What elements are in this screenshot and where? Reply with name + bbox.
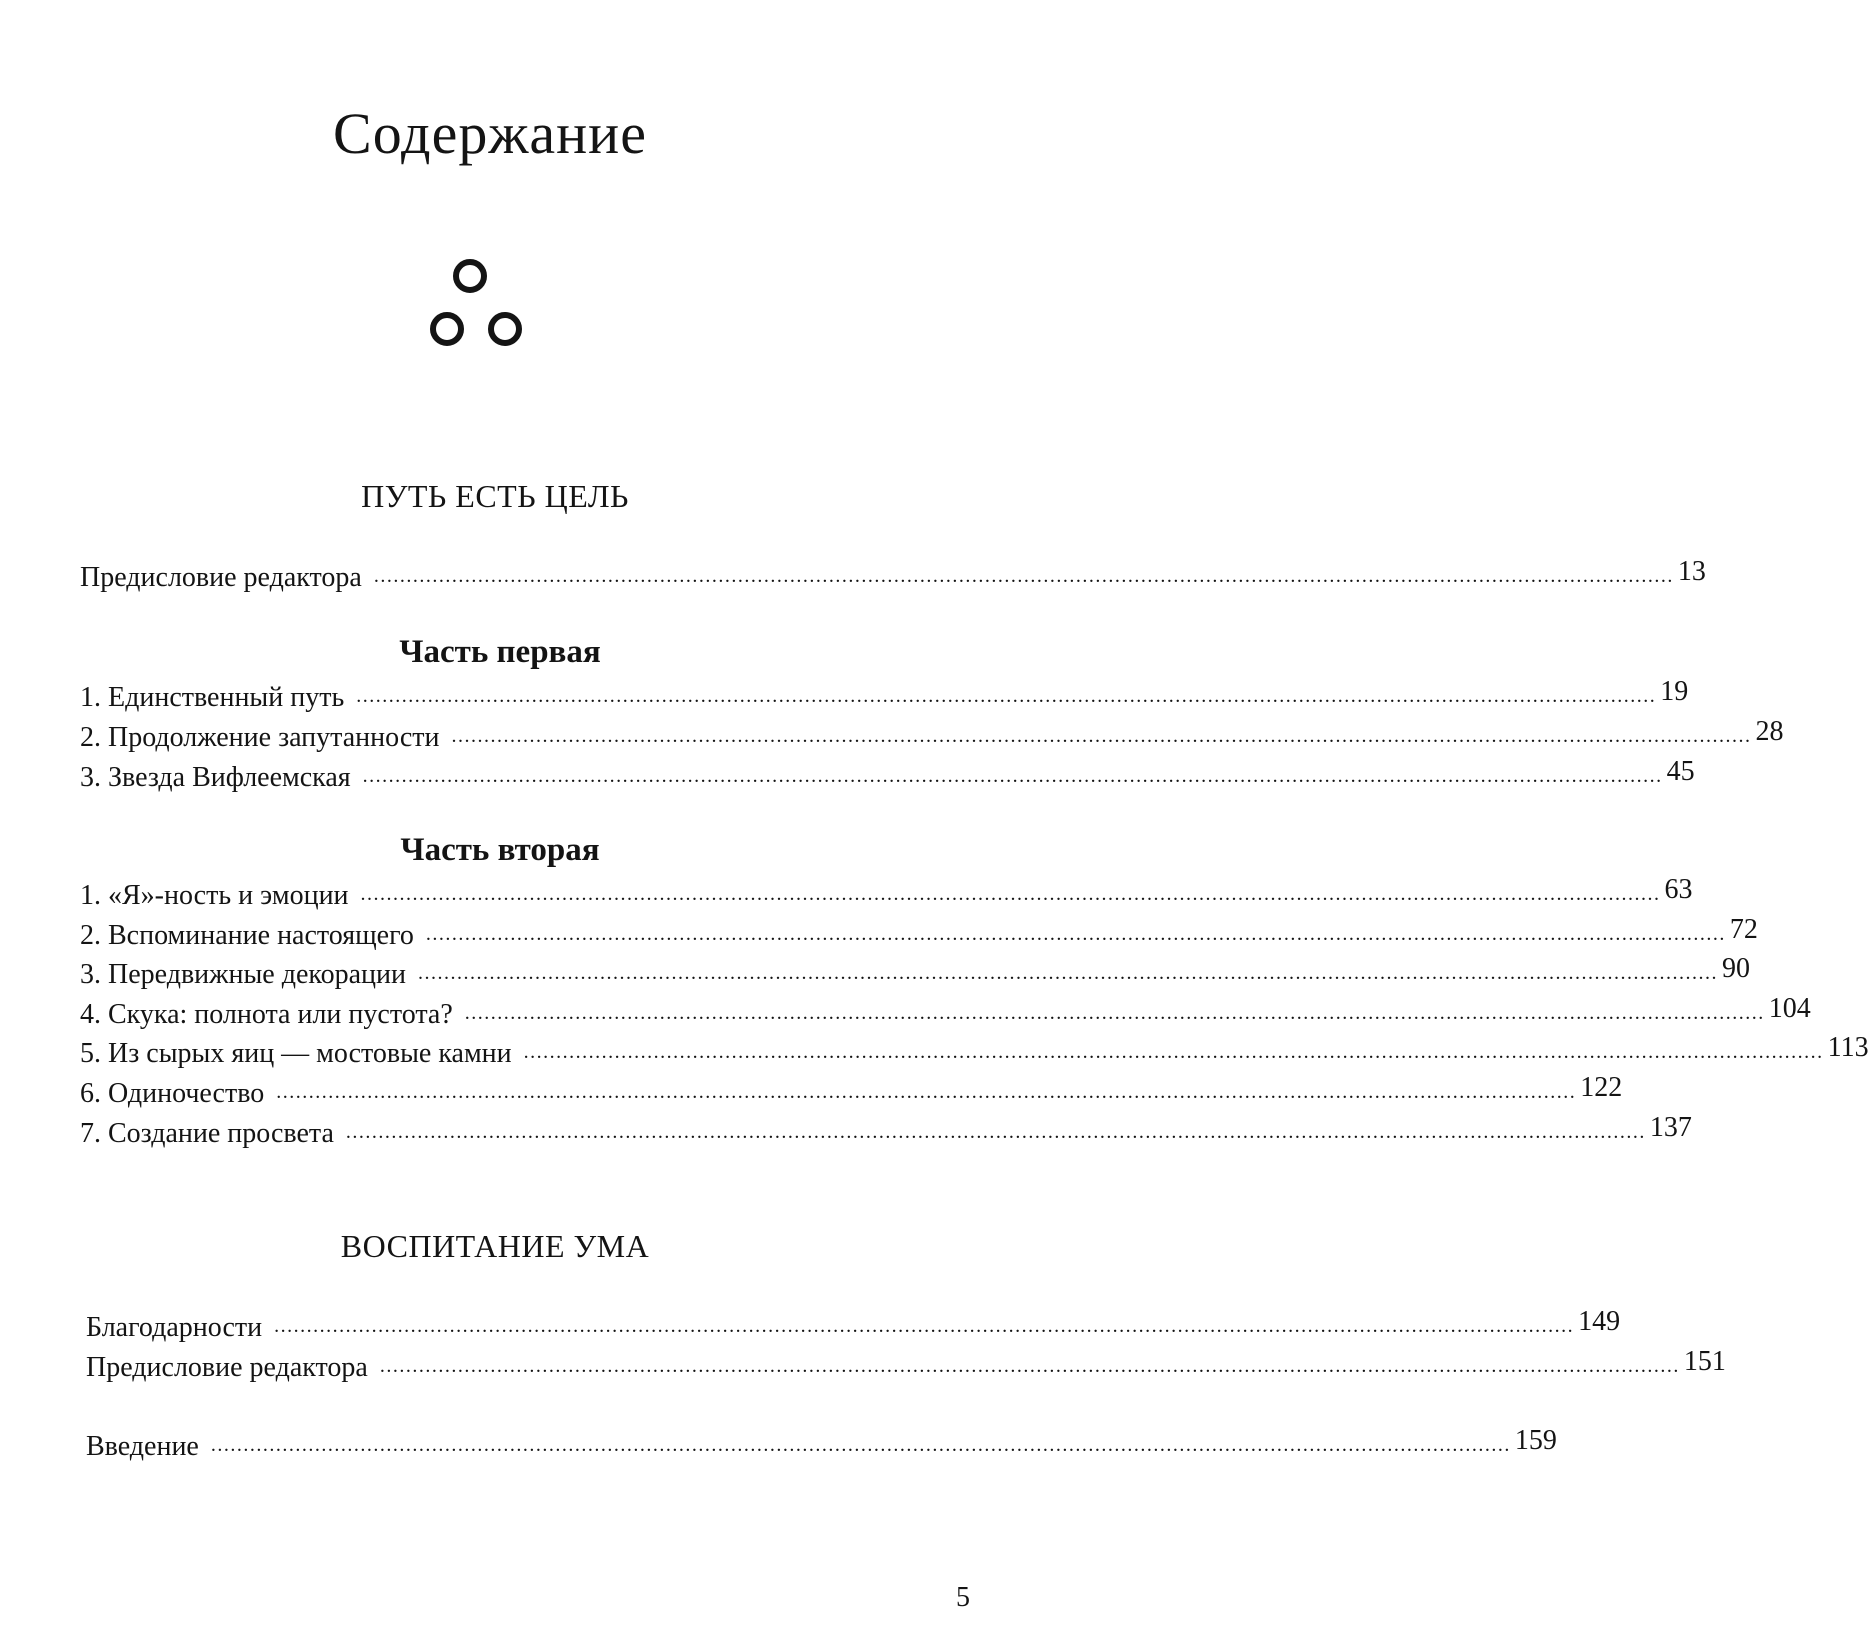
toc-entry-page: 104: [1768, 993, 1811, 1024]
toc-leader-dots: ........................................................................................................................................................................................................: [356, 685, 1657, 707]
toc-entry-page: 151: [1683, 1346, 1726, 1377]
toc-entry[interactable]: [80, 873, 1693, 913]
part-title-first: Часть первая: [399, 634, 601, 670]
toc-entry[interactable]: [80, 1071, 1623, 1111]
toc-leader-dots: ........................................................................................................................................................................................................: [362, 765, 1663, 787]
toc-entry[interactable]: [80, 715, 1784, 755]
toc-entry-label: 7. Создание просвета: [80, 1118, 334, 1149]
toc-entry-label: 1. «Я»-ность и эмоции: [80, 880, 349, 911]
toc-entry[interactable]: [80, 1111, 1692, 1151]
toc-entry-page: 72: [1729, 914, 1758, 945]
section-title-vospitanie-uma: ВОСПИТАНИЕ УМА: [340, 1228, 650, 1264]
toc-leader-dots: ........................................................................................................................................................................................................: [274, 1315, 1575, 1337]
toc-leader-dots: ........................................................................................................................................................................................................: [425, 923, 1726, 945]
toc-entry-label: Предисловие редактора: [80, 562, 362, 593]
toc-entry-label: 2. Вспоминание настоящего: [80, 920, 414, 951]
toc-entry[interactable]: [86, 1424, 1557, 1464]
toc-entry[interactable]: [80, 1031, 1869, 1071]
page-number: 5: [956, 1582, 970, 1613]
toc-entry-page: 159: [1514, 1425, 1557, 1456]
three-circles-icon: [436, 262, 546, 362]
toc-entry-label: 2. Продолжение запутанности: [80, 722, 440, 753]
toc-leader-dots: ........................................................................................................................................................................................................: [276, 1081, 1577, 1103]
toc-leader-dots: ........................................................................................................................................................................................................: [373, 565, 1674, 587]
toc-entry-page: 28: [1755, 716, 1784, 747]
page-title: Содержание: [333, 101, 647, 166]
toc-entry-label: Введение: [86, 1431, 199, 1462]
toc-entry-page: 149: [1578, 1306, 1621, 1337]
part-title-second: Часть вторая: [400, 832, 600, 868]
toc-entry-label: 3. Передвижные декорации: [80, 959, 406, 990]
toc-entry-page: 137: [1649, 1112, 1692, 1143]
toc-entry-page: 13: [1677, 556, 1706, 587]
toc-entry-label: 3. Звезда Вифлеемская: [80, 762, 351, 793]
toc-leader-dots: ........................................................................................................................................................................................................: [523, 1041, 1824, 1063]
toc-entry-page: 122: [1580, 1072, 1623, 1103]
toc-entry-label: Предисловие редактора: [86, 1352, 368, 1383]
toc-leader-dots: ........................................................................................................................................................................................................: [451, 725, 1752, 747]
toc-entry[interactable]: [80, 675, 1689, 715]
toc-entry[interactable]: [80, 913, 1758, 953]
toc-entry[interactable]: [80, 755, 1695, 795]
toc-leader-dots: ........................................................................................................................................................................................................: [464, 1002, 1765, 1024]
toc-entry[interactable]: [86, 1345, 1726, 1385]
toc-entry-page: 63: [1664, 874, 1693, 905]
toc-leader-dots: ........................................................................................................................................................................................................: [417, 962, 1718, 984]
toc-entry-label: 5. Из сырых яиц — мостовые камни: [80, 1038, 512, 1069]
toc-leader-dots: ........................................................................................................................................................................................................: [379, 1355, 1680, 1377]
toc-entry-preface[interactable]: [80, 555, 1706, 595]
toc-entry-label: Благодарности: [86, 1312, 263, 1343]
toc-entry-label: 6. Одиночество: [80, 1078, 265, 1109]
toc-entry[interactable]: [80, 992, 1811, 1032]
toc-entry-page: 90: [1721, 953, 1750, 984]
toc-entry-label: 4. Скука: полнота или пустота?: [80, 999, 453, 1030]
toc-entry-page: 113: [1827, 1032, 1869, 1063]
toc-entry[interactable]: [80, 952, 1750, 992]
toc-leader-dots: ........................................................................................................................................................................................................: [210, 1434, 1511, 1456]
toc-entry-page: 19: [1660, 676, 1689, 707]
toc-entry[interactable]: [86, 1305, 1621, 1345]
toc-leader-dots: ........................................................................................................................................................................................................: [345, 1121, 1646, 1143]
toc-leader-dots: ........................................................................................................................................................................................................: [360, 883, 1661, 905]
toc-entry-label: 1. Единственный путь: [80, 682, 345, 713]
section-title-put-est-cel: ПУТЬ ЕСТЬ ЦЕЛЬ: [361, 478, 629, 514]
toc-entry-page: 45: [1666, 756, 1695, 787]
